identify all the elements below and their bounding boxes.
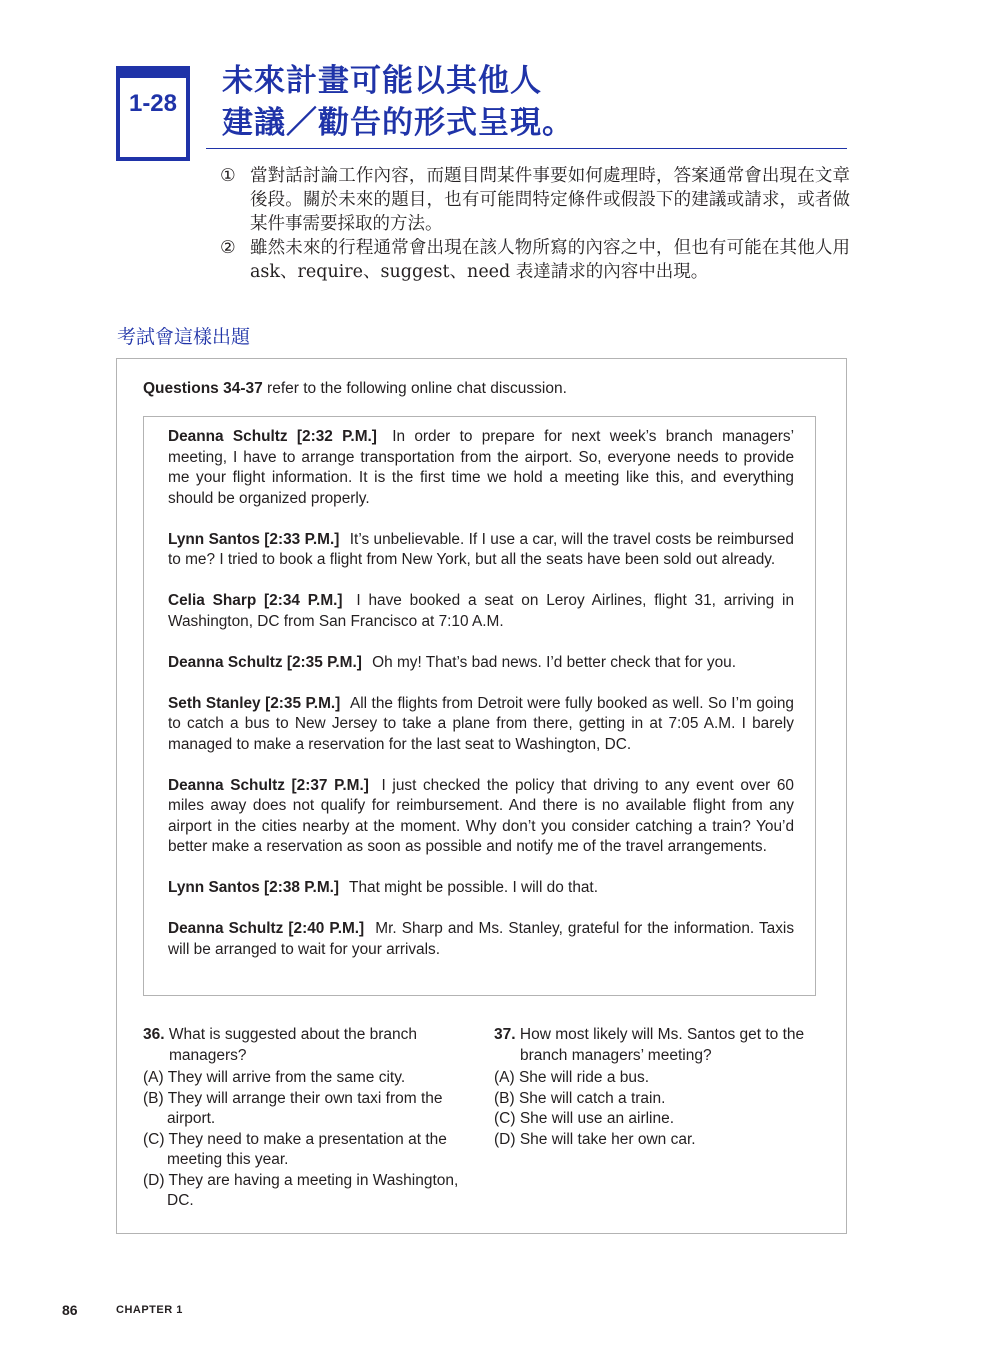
chat-message — [168, 878, 794, 899]
answer-option: (C) She will use an airline. — [494, 1110, 675, 1127]
answer-option: (D) They are having a meeting in Washington, DC. — [143, 1171, 459, 1209]
chat-message — [168, 919, 794, 960]
chat-message — [168, 530, 794, 571]
chat-message — [168, 591, 794, 632]
chat-message — [168, 427, 794, 509]
page-number: 86 — [62, 1302, 78, 1318]
answer-option: (B) She will catch a train. — [494, 1089, 666, 1107]
chat-speaker: Deanna Schultz [2:32 P.M.] — [168, 428, 377, 445]
chat-speaker: Deanna Schultz [2:40 P.M.] — [168, 920, 365, 937]
chat-transcript — [168, 427, 794, 981]
tip-title — [222, 60, 862, 144]
note-marker: ① — [220, 166, 236, 186]
tip-note — [220, 236, 850, 284]
question-text: How most likely will Ms. Santos get to the branch managers’ meeting? — [519, 1026, 805, 1064]
chat-speaker: Deanna Schultz [2:35 P.M.] — [168, 653, 362, 671]
question-36 — [143, 1025, 463, 1212]
chat-speaker: Lynn Santos [2:33 P.M.] — [168, 530, 340, 548]
answer-option: (D) She will take her own car. — [494, 1130, 696, 1148]
tip-number: 1-28 — [128, 90, 178, 117]
question-intro — [143, 380, 567, 398]
answer-option: (B) They will arrange their own taxi from the airport. — [143, 1089, 443, 1127]
tip-title-line-1: 未來計畫可能以其他人 — [222, 63, 542, 99]
chat-speaker: Seth Stanley [2:35 P.M.] — [168, 694, 341, 712]
chapter-label: CHAPTER 1 — [116, 1304, 183, 1316]
chat-speaker: Lynn Santos [2:38 P.M.] — [168, 879, 340, 896]
question-intro-text: refer to the following online chat discussion. — [262, 380, 567, 397]
chat-text: Oh my! That’s bad news. I’d better check that for you. — [372, 653, 736, 671]
chat-text: I just checked the policy that driving to any event over 60 miles away does not qualify for reimbursement. And there is no available flight from any airport in the cities nearby at the moment. Why don’t you consider catching a train? You’d better make a reservation as soon as possible and notify me of the travel arrangements. — [168, 776, 794, 855]
chat-speaker: Celia Sharp [2:34 P.M.] — [168, 592, 343, 609]
answer-option: (C) They need to make a presentation at the meeting this year. — [143, 1130, 447, 1168]
tip-box-tab — [116, 66, 190, 78]
chat-text: It’s unbelievable. If I use a car, will the travel costs be reimbursed to me? I tried to book a flight from New York, but all the seats have been sold out already. — [168, 530, 794, 568]
question-number: 36. — [143, 1026, 165, 1043]
question-range: Questions 34-37 — [143, 380, 263, 397]
chat-text: I have booked a seat on Leroy Airlines, flight 31, arriving in Washington, DC from San Francisco at 7:10 A.M. — [168, 592, 794, 630]
question-number: 37. — [494, 1026, 516, 1043]
chat-text: Mr. Sharp and Ms. Stanley, grateful for the information. Taxis will be arranged to wait for your arrivals. — [168, 920, 795, 958]
chat-message — [168, 653, 794, 674]
answer-option: (A) They will arrive from the same city. — [143, 1069, 406, 1086]
note-text: 雖然未來的行程通常會出現在該人物所寫的內容之中，但也有可能在其他人用 ask、require、suggest、need 表達請求的內容中出現。 — [250, 238, 850, 282]
question-stem — [143, 1025, 463, 1066]
chat-text: That might be possible. I will do that. — [349, 879, 598, 896]
tip-notes — [220, 164, 850, 284]
chat-message — [168, 694, 794, 756]
tip-title-line-2: 建議／勸告的形式呈現。 — [222, 105, 574, 141]
note-text: 當對話討論工作內容，而題目問某件事要如何處理時，答案通常會出現在文章後段。關於未來的題目，也有可能問特定條件或假設下的建議或請求，或者做某件事需要採取的方法。 — [250, 166, 850, 234]
tip-note — [220, 164, 850, 236]
tip-number-box — [116, 66, 190, 161]
question-stem — [494, 1025, 814, 1066]
answer-option: (A) She will ride a bus. — [494, 1069, 650, 1086]
note-marker: ② — [220, 238, 236, 258]
title-divider — [206, 148, 847, 149]
chat-message — [168, 776, 794, 858]
question-37 — [494, 1025, 814, 1150]
chat-text: In order to prepare for next week’s branch managers’ meeting, I have to arrange transportation from the airport. So, everyone needs to provide me your flight information. It is the first time we hold a meeting like this, and everything should be organized properly. — [168, 428, 795, 507]
chat-text: All the flights from Detroit were fully booked as well. So I’m going to catch a bus to New Jersey to take a plane from there, getting in at 7:05 A.M. I barely managed to make a reservation for the last seat to Washington, DC. — [168, 694, 794, 753]
question-text: What is suggested about the branch managers? — [168, 1026, 418, 1064]
chat-speaker: Deanna Schultz [2:37 P.M.] — [168, 776, 369, 794]
section-label: 考試會這樣出題 — [117, 326, 251, 348]
